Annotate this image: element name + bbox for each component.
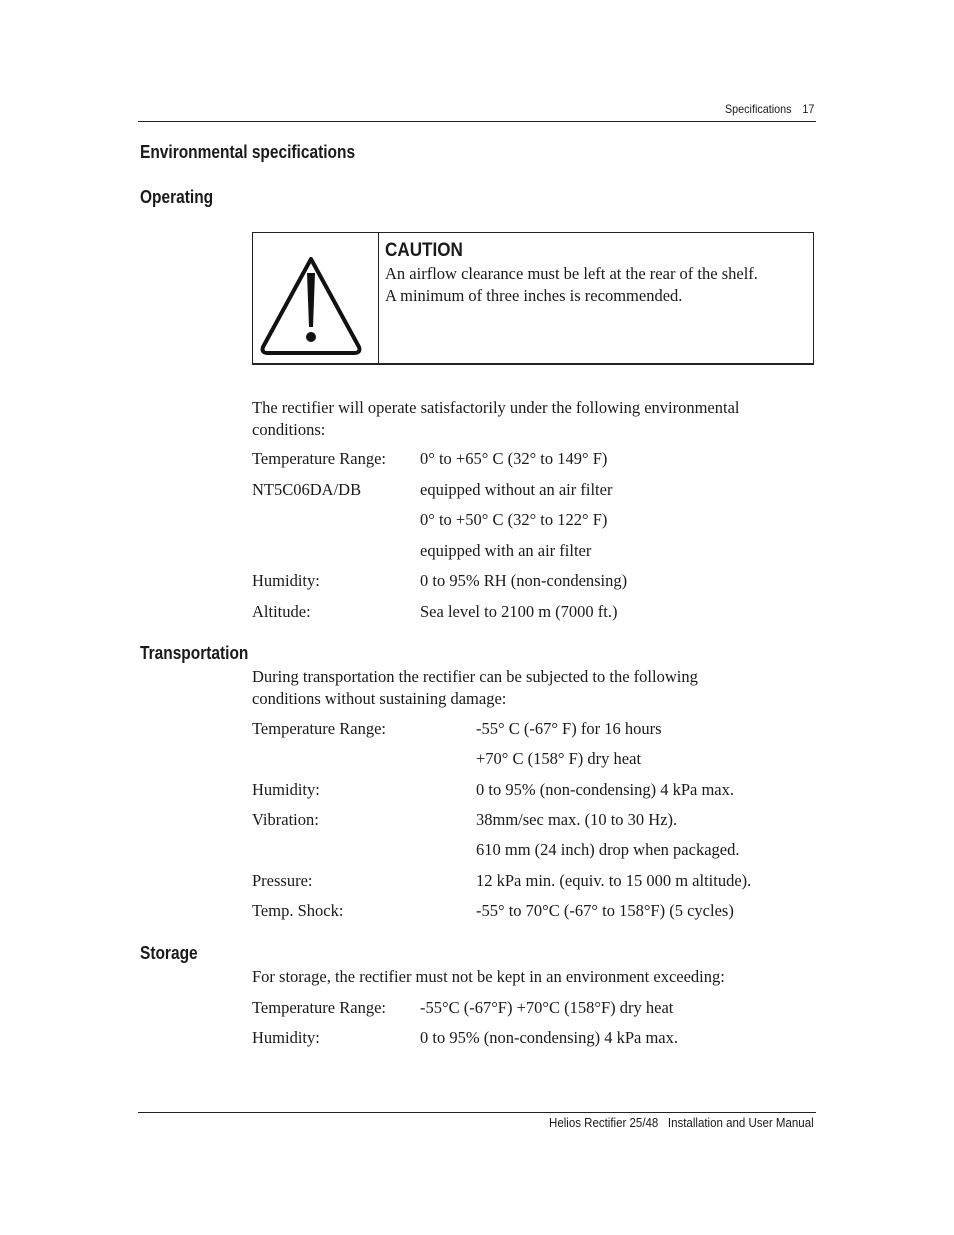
- spec-value: +70° C (158° F) dry heat: [476, 749, 642, 768]
- spec-value: -55° to 70°C (-67° to 158°F) (5 cycles): [476, 901, 734, 920]
- spec-value: 0° to +65° C (32° to 149° F): [420, 449, 608, 468]
- heading-environmental-specifications: Environmental specifications: [140, 142, 356, 162]
- heading-operating: Operating: [140, 187, 214, 207]
- spec-label: Humidity:: [252, 780, 320, 799]
- operating-intro-line-1: The rectifier will operate satisfactorily under the following environmental: [252, 398, 740, 417]
- footer-rule: [138, 1112, 816, 1113]
- spec-label: Humidity:: [252, 1028, 320, 1047]
- spec-value: 0° to +50° C (32° to 122° F): [420, 510, 608, 529]
- header-rule: [138, 121, 816, 122]
- caution-message: [385, 263, 805, 307]
- spec-label: Vibration:: [252, 810, 319, 829]
- heading-storage: Storage: [140, 943, 198, 963]
- spec-value: 0 to 95% RH (non-condensing): [420, 571, 628, 590]
- header-section: Specifications: [724, 102, 792, 116]
- caution-line-2: A minimum of three inches is recommended.: [385, 286, 683, 305]
- spec-value: 0 to 95% (non-condensing) 4 kPa max.: [476, 780, 734, 799]
- spec-value: 12 kPa min. (equiv. to 15 000 m altitude).: [476, 871, 752, 890]
- caution-icon-cell: [253, 233, 379, 363]
- caution-line-1: An airflow clearance must be left at the rear of the shelf.: [385, 264, 758, 283]
- spec-value: Sea level to 2100 m (7000 ft.): [420, 602, 618, 621]
- spec-label: Temperature Range:: [252, 719, 386, 738]
- caution-box: [252, 232, 814, 365]
- spec-label: Altitude:: [252, 602, 311, 621]
- spec-value: 610 mm (24 inch) drop when packaged.: [476, 840, 740, 859]
- transportation-intro: [252, 666, 812, 710]
- spec-value: -55°C (-67°F) +70°C (158°F) dry heat: [420, 998, 674, 1017]
- page-header: [725, 102, 814, 116]
- storage-intro: For storage, the rectifier must not be kept in an environment exceeding:: [252, 967, 725, 986]
- caution-title: CAUTION: [385, 240, 463, 261]
- spec-value: -55° C (-67° F) for 16 hours: [476, 719, 662, 738]
- operating-intro-line-2: conditions:: [252, 420, 326, 439]
- spec-label: Pressure:: [252, 871, 313, 890]
- header-page-number: 17: [801, 102, 814, 116]
- spec-label: NT5C06DA/DB: [252, 480, 362, 499]
- spec-value: equipped with an air filter: [420, 541, 592, 560]
- spec-label: Temperature Range:: [252, 998, 386, 1017]
- spec-label: Temp. Shock:: [252, 901, 344, 920]
- spec-value: 38mm/sec max. (10 to 30 Hz).: [476, 810, 678, 829]
- operating-intro: [252, 397, 812, 441]
- footer-manual-title: Helios Rectifier 25/48 Installation and User Manual: [549, 1116, 814, 1130]
- spec-value: 0 to 95% (non-condensing) 4 kPa max.: [420, 1028, 678, 1047]
- spec-label: Temperature Range:: [252, 449, 386, 468]
- transportation-intro-line-2: conditions without sustaining damage:: [252, 689, 507, 708]
- spec-value: equipped without an air filter: [420, 480, 613, 499]
- transportation-intro-line-1: During transportation the rectifier can be subjected to the following: [252, 667, 698, 686]
- spec-label: Humidity:: [252, 571, 320, 590]
- warning-triangle-icon: [257, 253, 365, 357]
- heading-transportation: Transportation: [140, 643, 249, 663]
